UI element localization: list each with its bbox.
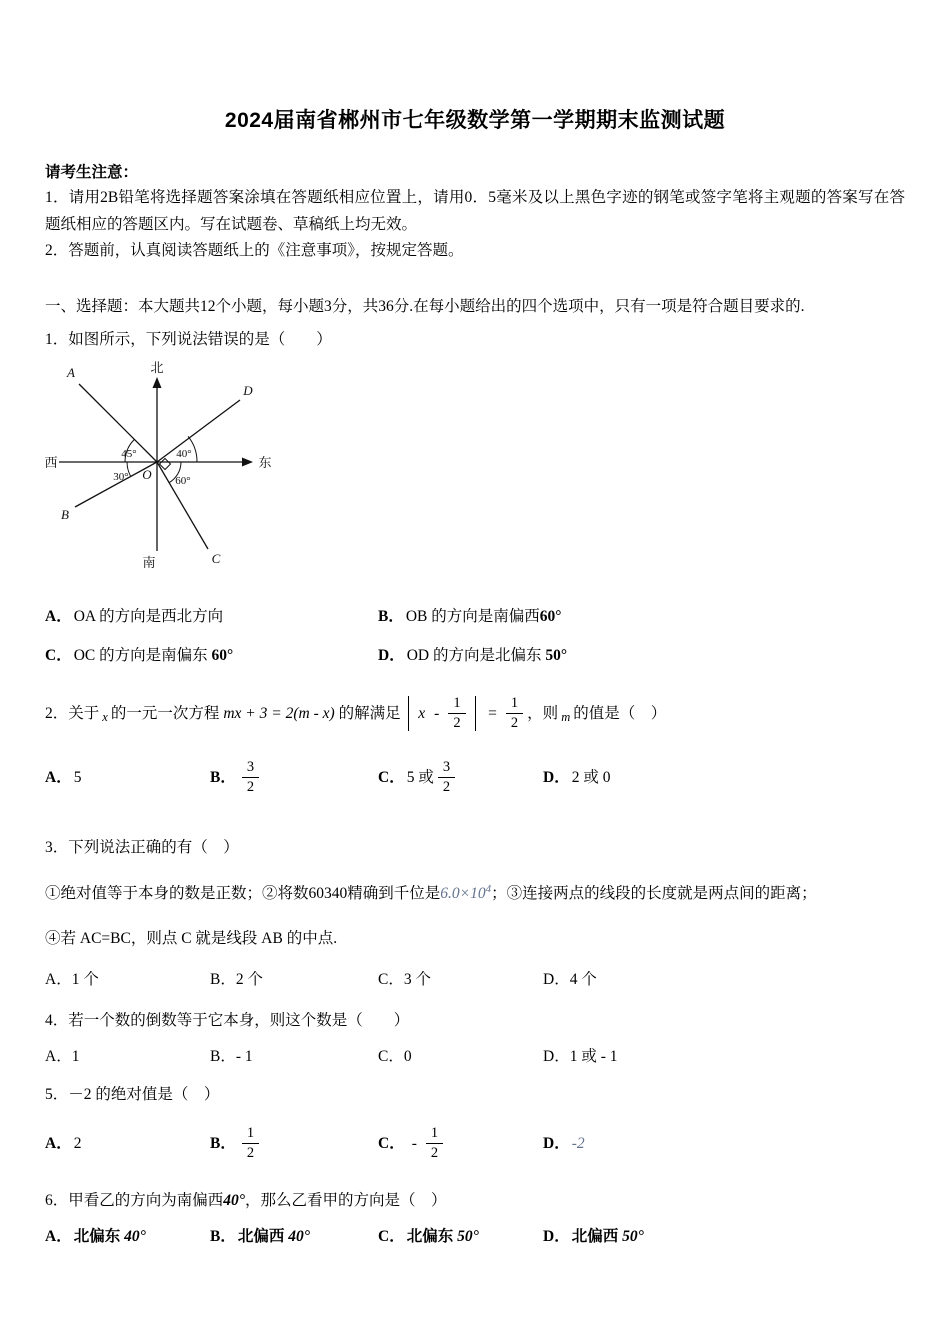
question-1 xyxy=(45,328,905,667)
q4-options xyxy=(45,1045,905,1068)
q2-stem-text-5: 的值是（ ） xyxy=(573,704,667,722)
fraction-denominator: 2 xyxy=(246,779,255,796)
notice-line-2: 2．答题前，认真阅读答题纸上的《注意事项》，按规定答题。 xyxy=(45,242,464,260)
question-2 xyxy=(45,695,905,803)
option-angle: 40° xyxy=(124,1227,146,1245)
fraction-denominator: 2 xyxy=(246,1145,255,1162)
q2-equation: mx + 3 = 2(m - x) xyxy=(223,704,335,722)
fraction-numerator: 1 xyxy=(506,695,523,714)
q2-option-d xyxy=(543,766,905,789)
q6-stem-text-2: ，那么乙看甲的方向是（ ） xyxy=(244,1191,447,1209)
q5-options xyxy=(45,1117,905,1171)
option-angle: 50° xyxy=(457,1227,479,1245)
q3-statement-text-b: ；③连接两点的线段的长度就是两点间的距离； xyxy=(491,884,817,902)
option-angle: 50° xyxy=(545,646,568,664)
q4-stem: 4．若一个数的倒数等于它本身，则这个数是（ ） xyxy=(45,1011,410,1029)
q2-option-b xyxy=(210,759,378,795)
q4-option-b: B．- 1 xyxy=(210,1048,253,1066)
option-letter: C． xyxy=(378,768,405,786)
option-angle: 60° xyxy=(539,607,562,625)
west-label: 西 xyxy=(45,455,58,471)
minus-operator: - xyxy=(434,704,440,722)
scientific-notation xyxy=(440,882,492,902)
q5-option-d xyxy=(543,1132,905,1155)
q3-statements-line-1 xyxy=(45,881,905,907)
q6-option-a xyxy=(45,1225,210,1248)
q2-options xyxy=(45,752,905,804)
section-1-header: 一、选择题：本大题共12个小题，每小题3分，共36分.在每小题给出的四个选项中，只有一项是符合题目要求的. xyxy=(45,297,805,315)
option-letter: B． xyxy=(210,1227,236,1245)
q4-option-a: A．1 xyxy=(45,1048,80,1066)
option-letter: C． xyxy=(378,1227,405,1245)
q1-option-a xyxy=(45,605,378,628)
point-D-label: D xyxy=(243,383,253,399)
q3-option-b: B．2 个 xyxy=(210,970,263,988)
option-letter: B． xyxy=(210,1134,236,1152)
q6-option-b xyxy=(210,1225,378,1248)
option-value: 2 或 0 xyxy=(571,768,611,786)
option-text: OC 的方向是南偏东 xyxy=(73,646,212,664)
angle-45-label: 45° xyxy=(121,448,137,461)
q2-stem-text-3: 的解满足 xyxy=(338,704,401,722)
option-letter: D． xyxy=(378,646,405,664)
q3-option-d: D．4 个 xyxy=(543,970,597,988)
option-angle: 50° xyxy=(622,1227,644,1245)
q1-option-c xyxy=(45,644,378,667)
option-letter: A． xyxy=(45,607,72,625)
minus-operator: - xyxy=(411,1134,417,1152)
question-3 xyxy=(45,836,905,991)
fraction-numerator: 1 xyxy=(242,1125,259,1144)
q1-option-b xyxy=(378,605,905,628)
fraction-denominator: 2 xyxy=(442,779,451,796)
q3-statement-text-a: ①绝对值等于本身的数是正数；②将数60340精确到千位是 xyxy=(45,884,441,902)
fraction-one-half xyxy=(448,695,465,731)
q1-options xyxy=(45,605,905,668)
q1-option-d xyxy=(378,644,905,667)
absolute-value-expression xyxy=(403,695,482,731)
fraction-numerator: 1 xyxy=(426,1125,443,1144)
q2-option-c xyxy=(378,759,543,795)
equals-sign: = xyxy=(488,704,497,722)
option-letter: A． xyxy=(45,1227,72,1245)
option-letter: B． xyxy=(378,607,404,625)
option-letter: B． xyxy=(210,768,236,786)
east-arrowhead xyxy=(242,458,253,467)
point-C-label: C xyxy=(211,551,221,567)
abs-bar-left xyxy=(408,696,410,730)
q6-option-c xyxy=(378,1225,543,1248)
q3-statements-line-2: ④若 AC=BC，则点 C 就是线段 AB 的中点. xyxy=(45,929,338,947)
variable-x: x xyxy=(102,710,108,725)
q2-option-a xyxy=(45,766,210,789)
option-text: 北偏西 xyxy=(237,1227,289,1245)
option-value: 5 xyxy=(73,768,82,786)
fraction-one-half xyxy=(506,695,523,731)
q2-stem xyxy=(45,695,905,731)
option-value: 5 或 xyxy=(406,768,434,786)
option-value: 2 xyxy=(73,1134,82,1152)
q3-option-a: A．1 个 xyxy=(45,970,99,988)
fraction-numerator: 3 xyxy=(242,759,259,778)
q2-stem-text-4: ，则 xyxy=(527,704,559,722)
fraction-one-half xyxy=(242,1125,259,1161)
option-text: OA 的方向是西北方向 xyxy=(73,607,224,625)
q6-stem-angle: 40° xyxy=(223,1191,245,1209)
fraction-three-halves xyxy=(242,759,259,795)
q5-option-c xyxy=(378,1125,543,1161)
q4-option-c: C．0 xyxy=(378,1048,412,1066)
sci-base: 6.0×10 xyxy=(440,884,486,902)
north-arrowhead xyxy=(153,377,162,388)
q5-option-b xyxy=(210,1125,378,1161)
option-letter: C． xyxy=(45,646,72,664)
q6-option-d xyxy=(543,1225,905,1248)
north-label: 北 xyxy=(150,360,164,376)
option-text: OB 的方向是南偏西 xyxy=(405,607,540,625)
q5-option-a xyxy=(45,1132,210,1155)
fraction-numerator: 1 xyxy=(448,695,465,714)
angle-60-label: 60° xyxy=(175,475,191,488)
ray-OD xyxy=(157,400,240,462)
option-text: 北偏东 xyxy=(406,1227,458,1245)
q6-stem-text-1: 6．甲看乙的方向为南偏西 xyxy=(45,1191,224,1209)
exam-title: 2024届南省郴州市七年级数学第一学期期末监测试题 xyxy=(224,109,726,132)
q4-option-d: D．1 或 - 1 xyxy=(543,1048,618,1066)
q6-stem xyxy=(45,1189,905,1212)
fraction-denominator: 2 xyxy=(453,714,461,731)
notice-header: 请考生注意： xyxy=(45,164,139,181)
option-text: 北偏东 xyxy=(73,1227,125,1245)
option-letter: C． xyxy=(378,1134,405,1152)
q6-options xyxy=(45,1225,905,1248)
option-letter: D． xyxy=(543,768,570,786)
option-text: 北偏西 xyxy=(571,1227,623,1245)
point-B-label: B xyxy=(61,507,69,523)
q1-compass-figure xyxy=(45,359,280,581)
option-letter: A． xyxy=(45,768,72,786)
angle-40-label: 40° xyxy=(176,448,192,461)
option-text: OD 的方向是北偏东 xyxy=(406,646,546,664)
south-label: 南 xyxy=(142,555,156,571)
q2-stem-text-1: 2．关于 xyxy=(45,704,100,722)
q3-stem: 3．下列说法正确的有（ ） xyxy=(45,838,239,856)
q2-stem-text-2: 的一元一次方程 xyxy=(110,704,220,722)
q1-figure-wrap xyxy=(45,359,905,588)
variable-m: m xyxy=(561,710,571,725)
ray-OA xyxy=(79,384,157,462)
sci-exponent: 4 xyxy=(485,882,492,895)
option-letter: A． xyxy=(45,1134,72,1152)
fraction-denominator: 2 xyxy=(430,1145,439,1162)
abs-variable-x: x xyxy=(418,704,426,722)
q1-stem: 1．如图所示，下列说法错误的是（ ） xyxy=(45,331,332,349)
question-4 xyxy=(45,1009,905,1069)
angle-30-label: 30° xyxy=(113,471,129,484)
point-A-label: A xyxy=(67,365,75,381)
option-letter: D． xyxy=(543,1134,570,1152)
fraction-numerator: 3 xyxy=(438,759,455,778)
option-angle: 60° xyxy=(211,646,234,664)
option-letter: D． xyxy=(543,1227,570,1245)
q5-stem: 5．－2 的绝对值是（ ） xyxy=(45,1086,220,1104)
origin-O-label: O xyxy=(142,467,152,483)
question-5 xyxy=(45,1083,905,1170)
fraction-one-half xyxy=(426,1125,443,1161)
option-angle: 40° xyxy=(288,1227,310,1245)
option-value: -2 xyxy=(571,1134,585,1152)
notice-line-1: 1．请用2B铅笔将选择题答案涂填在答题纸相应位置上，请用0．5毫米及以上黑色字迹的钢笔或签字笔将主观题的答案写在答题纸相应的答题区内。写在试题卷、草稿纸上均无效。 xyxy=(45,189,905,233)
fraction-three-halves xyxy=(438,759,455,795)
question-6 xyxy=(45,1189,905,1249)
fraction-denominator: 2 xyxy=(510,714,519,731)
q3-options xyxy=(45,968,905,991)
abs-bar-right xyxy=(475,696,477,730)
q3-option-c: C．3 个 xyxy=(378,970,431,988)
east-label: 东 xyxy=(258,455,272,471)
